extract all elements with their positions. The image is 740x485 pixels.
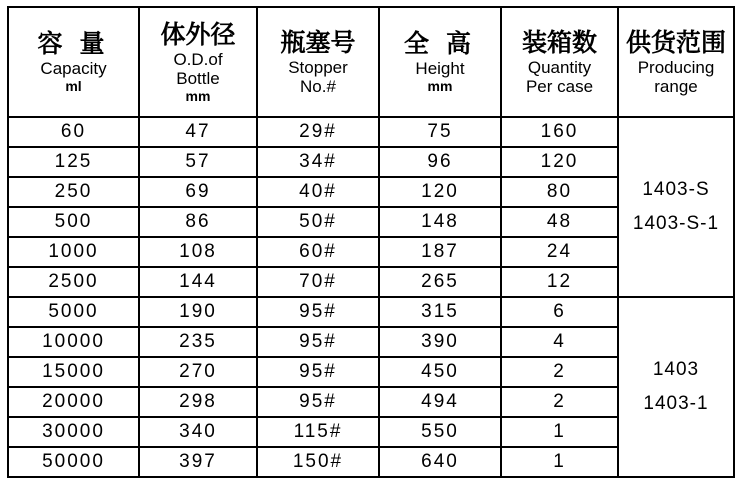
- column-header-producing-range: [618, 7, 734, 117]
- header-en-capacity: Capacity: [40, 59, 107, 78]
- cell-stopper: 95#: [257, 357, 379, 387]
- bottle-spec-table: [7, 6, 735, 478]
- cell-height: 494: [379, 387, 501, 417]
- header-en-quantity-1: Quantity: [527, 58, 592, 77]
- header-en-producing-range-2: range: [654, 77, 698, 96]
- header-en-od-2: Bottle: [176, 68, 220, 88]
- cell-quantity: 2: [501, 387, 618, 417]
- cell-capacity: 50000: [8, 447, 139, 477]
- cell-stopper: 95#: [257, 297, 379, 327]
- header-en-height: Height: [415, 59, 465, 78]
- header-en-stopper-1: Stopper: [288, 58, 348, 77]
- header-cn-producing-range: 供货范围: [625, 29, 726, 57]
- table-header: [8, 7, 734, 117]
- producing-range-line-1: 1403: [652, 359, 700, 380]
- cell-quantity: 1: [501, 447, 618, 477]
- cell-height: 75: [379, 117, 501, 147]
- cell-height: 550: [379, 417, 501, 447]
- cell-quantity: 2: [501, 357, 618, 387]
- cell-quantity: 1: [501, 417, 618, 447]
- cell-capacity: 2500: [8, 267, 139, 297]
- producing-range-line-2: 1403-1: [643, 393, 709, 414]
- cell-od: 86: [139, 207, 257, 237]
- cell-capacity: 20000: [8, 387, 139, 417]
- header-row: [8, 7, 734, 117]
- cell-od: 69: [139, 177, 257, 207]
- cell-od: 190: [139, 297, 257, 327]
- cell-quantity: 12: [501, 267, 618, 297]
- header-cn-capacity: 容 量: [37, 30, 110, 58]
- cell-quantity: 24: [501, 237, 618, 267]
- cell-quantity: 48: [501, 207, 618, 237]
- column-header-quantity: [501, 7, 618, 117]
- producing-range-line-2: 1403-S-1: [632, 213, 720, 234]
- cell-capacity: 15000: [8, 357, 139, 387]
- cell-height: 390: [379, 327, 501, 357]
- cell-height: 640: [379, 447, 501, 477]
- cell-capacity: 30000: [8, 417, 139, 447]
- producing-range-line-1: 1403-S: [642, 179, 710, 200]
- cell-od: 397: [139, 447, 257, 477]
- header-unit-od: mm: [185, 87, 211, 104]
- cell-od: 270: [139, 357, 257, 387]
- header-unit-capacity: ml: [65, 78, 82, 94]
- column-header-height: [379, 7, 501, 117]
- header-cn-od: 体外径: [160, 20, 236, 49]
- cell-stopper: 34#: [257, 147, 379, 177]
- cell-quantity: 4: [501, 327, 618, 357]
- cell-stopper: 70#: [257, 267, 379, 297]
- cell-stopper: 50#: [257, 207, 379, 237]
- header-unit-height: mm: [427, 78, 453, 94]
- cell-stopper: 95#: [257, 327, 379, 357]
- cell-od: 235: [139, 327, 257, 357]
- table-body: [8, 117, 734, 477]
- cell-height: 265: [379, 267, 501, 297]
- cell-capacity: 60: [8, 117, 139, 147]
- cell-stopper: 95#: [257, 387, 379, 417]
- table-row: [8, 297, 734, 327]
- cell-capacity: 250: [8, 177, 139, 207]
- cell-stopper: 60#: [257, 237, 379, 267]
- cell-stopper: 29#: [257, 117, 379, 147]
- cell-capacity: 125: [8, 147, 139, 177]
- cell-od: 47: [139, 117, 257, 147]
- header-en-quantity-2: Per case: [525, 77, 594, 96]
- header-cn-height: 全 高: [404, 30, 476, 58]
- cell-stopper: 150#: [257, 447, 379, 477]
- cell-height: 120: [379, 177, 501, 207]
- cell-quantity: 120: [501, 147, 618, 177]
- header-en-stopper-2: No.#: [300, 77, 336, 96]
- table-row: [8, 117, 734, 147]
- cell-stopper: 115#: [257, 417, 379, 447]
- column-header-od: [139, 7, 257, 117]
- cell-capacity: 10000: [8, 327, 139, 357]
- cell-capacity: 500: [8, 207, 139, 237]
- cell-height: 450: [379, 357, 501, 387]
- column-header-capacity: [8, 7, 139, 117]
- cell-quantity: 6: [501, 297, 618, 327]
- cell-od: 57: [139, 147, 257, 177]
- cell-producing-range-2: [618, 297, 734, 477]
- cell-od: 108: [139, 237, 257, 267]
- cell-height: 187: [379, 237, 501, 267]
- cell-capacity: 5000: [8, 297, 139, 327]
- header-en-producing-range-1: Producing: [637, 58, 715, 77]
- column-header-stopper: [257, 7, 379, 117]
- cell-od: 298: [139, 387, 257, 417]
- header-cn-quantity: 装箱数: [521, 29, 597, 57]
- header-cn-stopper: 瓶塞号: [280, 29, 356, 57]
- cell-capacity: 1000: [8, 237, 139, 267]
- header-en-od-1: O.D.of: [173, 49, 223, 69]
- cell-od: 340: [139, 417, 257, 447]
- cell-height: 315: [379, 297, 501, 327]
- cell-height: 148: [379, 207, 501, 237]
- cell-quantity: 80: [501, 177, 618, 207]
- cell-stopper: 40#: [257, 177, 379, 207]
- cell-height: 96: [379, 147, 501, 177]
- cell-od: 144: [139, 267, 257, 297]
- cell-producing-range-1: [618, 117, 734, 297]
- cell-quantity: 160: [501, 117, 618, 147]
